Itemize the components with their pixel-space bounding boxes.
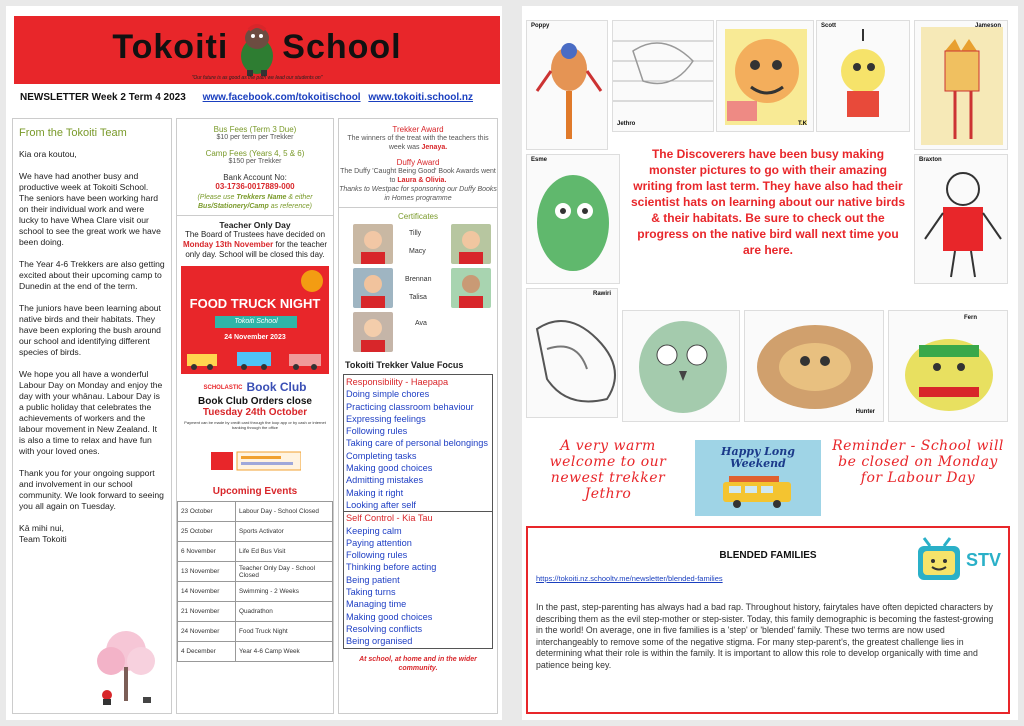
value-item: Making good choices: [346, 463, 433, 474]
school-title-left: Tokoiti: [112, 28, 229, 66]
team-paragraph: Thank you for your ongoing support and involvement in our school community. We look forward to seeing you all again on Tuesday.: [19, 468, 164, 511]
event-row: [178, 502, 333, 522]
certificates-photos: [339, 224, 497, 354]
note-bold: Bus/Stationery/Camp: [198, 203, 269, 210]
value-group-list: [346, 388, 490, 511]
book-club-orders: Book Club Orders close: [198, 396, 312, 407]
value-item: Completing tasks: [346, 450, 417, 461]
value-item: Resolving conflicts: [346, 623, 423, 634]
team-paragraph: We have had another busy and productive week at Tokoiti School. The seniors have been working hard on their individual work and were lucky to have Whea Clare visit our school to see the great work we have been doing.: [19, 171, 161, 247]
event-name: Swimming - 2 Weeks: [236, 582, 333, 602]
artist-name: Esme: [531, 157, 548, 163]
value-item: Following rules: [346, 550, 408, 561]
fees-section: [177, 119, 333, 211]
info-column: [176, 118, 334, 714]
book-club-logo: [181, 380, 329, 394]
long-weekend-graphic: [695, 440, 821, 516]
duffy-award: [339, 158, 497, 203]
artist-name: Jameson: [974, 23, 1001, 29]
team-signoff: [19, 523, 165, 545]
artwork-poppy: [526, 20, 608, 150]
award-text: The Duffy 'Caught Being Good' Book Awards went to: [340, 168, 496, 184]
award-text: The winners of the treat with the teachers this week was: [347, 135, 489, 151]
bank-account-number: 03-1736-0017889-000: [215, 182, 295, 191]
book-club-title: Book Club: [246, 380, 307, 394]
artwork-braxton: [914, 154, 1008, 284]
student-photo: [451, 224, 491, 264]
team-paragraph: The Year 4-6 Trekkers are also getting excited about their upcoming camp to Dunedin at the end of the term.: [19, 259, 165, 291]
student-photo: [451, 268, 491, 308]
value-item: Paying attention: [346, 537, 412, 548]
signoff-team: Team Tokoiti: [19, 534, 67, 544]
book-club-brand: SCHOLASTIC: [203, 384, 243, 391]
blended-families-heading: BLENDED FAMILIES: [719, 550, 817, 561]
artist-name: Braxton: [919, 157, 942, 163]
monster-drawing-icon: [915, 21, 1008, 150]
event-date: 21 November: [178, 602, 236, 622]
cert-name: Brennan: [405, 276, 432, 283]
award-winner: Laura & Olivia.: [397, 177, 447, 184]
blended-families-box: [526, 526, 1010, 714]
event-name: Year 4-6 Camp Week: [236, 642, 333, 662]
duffy-award-heading: Duffy Award: [396, 158, 440, 167]
award-winner: Jenaya.: [421, 144, 448, 151]
value-focus-heading: Tokoiti Trekker Value Focus: [345, 360, 464, 370]
value-item: Keeping calm: [346, 525, 402, 536]
teacher-only-heading: Teacher Only Day: [219, 220, 291, 230]
welcome-message: A very warm welcome to our newest trekker Jethro: [549, 438, 667, 502]
bank-account-heading: Bank Account No:: [223, 173, 287, 182]
website-link[interactable]: www.tokoiti.school.nz: [368, 92, 473, 103]
value-group-heading: Self Control - Kia Tau: [346, 513, 433, 524]
artist-name: Poppy: [531, 23, 550, 29]
note-text: as reference): [268, 203, 312, 210]
artist-name: Hunter: [855, 409, 875, 415]
schooltv-logo-text: STV: [966, 550, 1002, 570]
artist-name: Fern: [963, 315, 977, 321]
cert-name: Tilly: [409, 230, 422, 237]
value-item: Being patient: [346, 574, 400, 585]
facebook-link[interactable]: www.facebook.com/tokoitischool: [202, 92, 361, 103]
team-paragraph: We hope you all have a wonderful Labour Day on Monday and enjoy the day with your whānau. Labour Day is a public holiday that celebrates the achievements of workers and the labour movement in New Zealand. It is also a time to relax and have fun with your loved ones.: [19, 369, 163, 456]
value-item: Expressing feelings: [346, 413, 426, 424]
monster-drawing-icon: [889, 311, 1008, 422]
value-item: Being organised: [346, 636, 413, 647]
event-date: 4 December: [178, 642, 236, 662]
team-heading: From the Tokoiti Team: [19, 127, 127, 139]
artwork-fern: [888, 310, 1008, 422]
kiwi-mascot-icon: [232, 22, 282, 78]
monster-drawing-icon: [527, 289, 618, 418]
value-item: Looking after self: [346, 499, 416, 510]
monster-drawing-icon: [527, 21, 608, 150]
teacher-only-day: [177, 220, 333, 260]
artist-name: Jethro: [617, 121, 636, 127]
event-date: 23 October: [178, 502, 236, 522]
book-club-close-date: Tuesday 24th October: [202, 407, 308, 418]
blended-families-link[interactable]: https://tokoiti.nz.schooltv.me/newsletter/blended-families: [536, 574, 723, 583]
student-photo: [353, 312, 393, 352]
event-row: [178, 562, 333, 582]
teacher-only-text: [177, 230, 333, 260]
tod-text: for the teacher only day. School will be closed this day.: [185, 240, 328, 259]
trekker-award: [339, 125, 497, 152]
note-text: & either: [286, 194, 313, 201]
upcoming-events-heading: Upcoming Events: [212, 486, 298, 497]
food-truck-poster: [181, 266, 329, 374]
monster-drawing-icon: [915, 155, 1008, 284]
book-club-ad-icon: [211, 450, 301, 472]
trekker-award-text: [339, 134, 497, 152]
bus-icon: [719, 476, 797, 510]
newsletter-page-left: [6, 6, 502, 720]
tv-icon: [914, 536, 964, 596]
tod-text: The Board of Trustees have decided on: [184, 230, 326, 239]
blended-families-body: In the past, step-parenting has always had a bad rap. Throughout history, fairytales have often depicted characters by describing them as the evil step-mother or step-sister. Today, this family demographic is becoming the fastest-growing in the world! On average, one in five families is a 'step' or 'blended' family. These two terms are now used interchangeably to remove some of the negative stigma. For many step-parent's, the greatest challenge lies in determining what their role is within the family. It is important to allow this role to develop organically with time and patience being key.: [536, 602, 994, 670]
event-name: Sports Activator: [236, 522, 333, 542]
header-banner: [14, 16, 500, 84]
event-row: [178, 582, 333, 602]
value-item: Thinking before acting: [346, 562, 437, 573]
certificates-heading: Certificates: [397, 212, 438, 221]
signoff-line: Kā mihi nui,: [19, 523, 64, 533]
event-name: Quadrathon: [236, 602, 333, 622]
tod-date: Monday 13th November: [182, 240, 274, 249]
divider: [339, 207, 497, 208]
event-name: Labour Day - School Closed: [236, 502, 333, 522]
bus-fees-value: $10 per term per Trekker: [216, 134, 294, 141]
artist-name: Scott: [821, 23, 836, 29]
camp-fees-heading: Camp Fees (Years 4, 5 & 6): [205, 149, 305, 158]
value-item: Following rules: [346, 426, 408, 437]
newsletter-line: [20, 92, 473, 103]
team-greeting: Kia ora koutou,: [19, 149, 77, 159]
team-paragraph: The juniors have been learning about native birds and their habitats. They have been exploring the bush around our school and identifying different species of birds.: [19, 303, 161, 357]
cert-name: Ava: [415, 320, 427, 327]
long-weekend-text: Happy Long Weekend: [721, 445, 795, 470]
artwork-scott: [816, 20, 910, 132]
monster-drawing-icon: [623, 311, 740, 422]
food-truck-school: Tokoiti School: [215, 316, 297, 328]
food-truck-date: 24 November 2023: [224, 334, 286, 341]
value-item: Admitting mistakes: [346, 475, 424, 486]
artwork-owl: [622, 310, 740, 422]
monster-drawing-icon: [527, 155, 620, 284]
newsletter-page-right: [522, 6, 1018, 720]
duffy-thanks: Thanks to Westpac for sponsoring our Duffy Books in Homes programme: [339, 186, 497, 202]
discoverers-message: The Discoverers have been busy making monster pictures to go with their amazing writing from last term. They have also had their scientist hats on learning about our native birds & their habitats. Be sure to check out the progress on the native bird wall next time you are here.: [630, 147, 906, 257]
value-group-heading: Responsibility - Haepapa: [346, 377, 449, 387]
trekker-award-heading: Trekker Award: [392, 125, 444, 134]
value-item: Managing time: [346, 599, 407, 610]
value-item: Taking turns: [346, 587, 396, 598]
blossom-tree-illustration: [93, 629, 159, 709]
monster-drawing-icon: [745, 311, 884, 422]
bank-reference-note: [177, 193, 333, 211]
value-group-list: [346, 525, 490, 648]
artwork-rawiri: [526, 288, 618, 418]
event-date: 25 October: [178, 522, 236, 542]
upcoming-events-table: [177, 501, 333, 662]
divider: [177, 215, 333, 216]
event-name: Life Ed Bus Visit: [236, 542, 333, 562]
book-club-notice: [181, 380, 329, 482]
artist-name: Rawiri: [592, 291, 611, 297]
value-focus-box: [343, 374, 493, 649]
bus-fees-heading: Bus Fees (Term 3 Due): [213, 125, 297, 134]
camp-fees-value: $150 per Trekker: [228, 158, 282, 165]
note-bold: Trekkers Name: [236, 194, 287, 201]
artwork-jethro: [612, 20, 714, 132]
team-message-column: [12, 118, 172, 714]
food-trucks-icon: [185, 350, 325, 370]
event-date: 6 November: [178, 542, 236, 562]
value-footer: At school, at home and in the wider community.: [359, 655, 477, 672]
event-date: 24 November: [178, 622, 236, 642]
labour-day-reminder: Reminder - School will be closed on Monday for Labour Day: [832, 438, 1004, 486]
artwork-esme: [526, 154, 620, 284]
schooltv-logo: [914, 536, 1002, 596]
artwork-jameson: [914, 20, 1008, 150]
note-text: (Please use: [197, 194, 237, 201]
value-item: Practicing classroom behaviour: [346, 401, 474, 412]
value-item: Taking care of personal belongings: [346, 438, 488, 449]
event-row: [178, 642, 333, 662]
event-name: Teacher Only Day - School Closed: [236, 562, 333, 582]
school-title-right: School: [282, 28, 402, 66]
newsletter-title: NEWSLETTER Week 2 Term 4 2023: [20, 92, 186, 103]
monster-drawing-icon: [817, 21, 910, 132]
cert-name: Macy: [409, 248, 426, 255]
event-row: [178, 542, 333, 562]
event-row: [178, 622, 333, 642]
monster-drawing-icon: [717, 21, 814, 132]
student-photo: [353, 224, 393, 264]
school-motto: "Our future is as good as the path we lead our students on": [191, 75, 323, 81]
food-truck-title: FOOD TRUCK NIGHT: [189, 296, 321, 311]
event-date: 14 November: [178, 582, 236, 602]
value-item: Doing simple chores: [346, 389, 430, 400]
event-row: [178, 522, 333, 542]
value-item: Making it right: [346, 487, 404, 498]
cert-name: Talisa: [409, 294, 427, 301]
artwork-tk: [716, 20, 814, 132]
event-name: Food Truck Night: [236, 622, 333, 642]
monster-drawing-icon: [613, 21, 714, 132]
artist-name: T.K: [798, 121, 807, 127]
event-row: [178, 602, 333, 622]
book-club-payment: Payment can be made by credit card through the loop app or by cash or internet banking through the office: [184, 420, 326, 430]
awards-column: [338, 118, 498, 714]
artwork-hunter: [744, 310, 884, 422]
duffy-award-text: [339, 167, 497, 185]
event-date: 13 November: [178, 562, 236, 582]
poster-badge-icon: [301, 270, 323, 292]
student-photo: [353, 268, 393, 308]
value-item: Making good choices: [346, 611, 433, 622]
